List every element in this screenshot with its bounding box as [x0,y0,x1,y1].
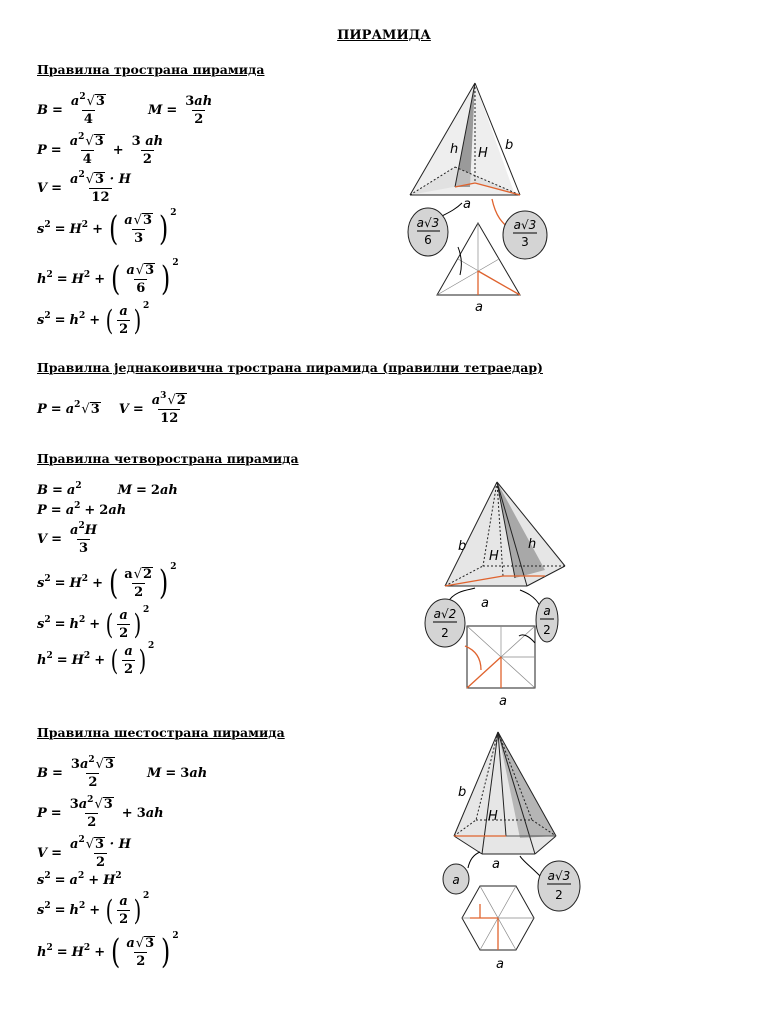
svg-text:2: 2 [543,623,551,637]
formula-surface-area: P = $\frac{a^2√3}{4}$ + $\frac{3 ah}{2}$ [37,132,164,167]
formula-volume: V = $\frac{a^2√3 \cdot H}{12}$ [37,170,131,205]
svg-text:6: 6 [424,233,432,247]
svg-text:3: 3 [521,235,529,249]
label-H: H [489,549,499,564]
label-h: h [528,537,537,552]
formula-quad-surface: P = $a^2$ + 2ah [37,501,127,518]
section-heading-hexagonal: Правилна шестострана пирамида [37,725,285,740]
formula-apothem-height: $h^2$ = $H^2$ + ( $\frac{a√3}{6}$ ) $^2$ [37,257,179,299]
formula-edge-height: $s^2$ = $H^2$ + ( $\frac{a√3}{3}$ ) $^2$ [37,207,177,249]
formula-quad-volume: V = $\frac{a^2H}{3}$ [37,521,97,556]
label-b: b [458,785,467,800]
formula-quad-apothem-height: $h^2$ = $H^2$ + ( $\frac{a}{2}$ ) $^2$ [37,641,155,677]
formula-tetrahedron: P = $a^2√3$ V = $\frac{a^3√2}{12}$ [37,391,186,426]
formula-quad-edge-height: $s^2$ = $H^2$ + ( $\frac{a√2}{2}$ ) $^2$ [37,561,177,603]
label-a-top: a [492,857,500,872]
svg-text:a: a [452,873,460,887]
label-H: H [488,809,498,824]
formula-hex-surface: P = $\frac{3a^2√3}{2}$ + 3ah [37,795,164,830]
formula-quad-base-lateral: B = $a^2$ M = 2ah [37,481,178,498]
label-a-top: a [481,596,489,611]
svg-text:a: a [543,604,551,618]
svg-text:a√2: a√2 [433,607,457,621]
figure-triangular-pyramid [400,75,565,315]
figure-quadrilateral-pyramid [415,478,575,710]
svg-text:2: 2 [555,888,563,902]
formula-edge-apothem: $s^2$ = $h^2$ + ( $\frac{a}{2}$ ) $^2$ [37,301,150,337]
label-h: h [450,142,459,157]
section-heading-triangular: Правилна тространа пирамида [37,62,265,77]
section-heading-tetrahedron: Правилна једнакоивична тространа пирамида (правилни тетраедар) [37,360,543,375]
svg-text:a√3: a√3 [513,218,537,232]
label-a-top: a [463,197,471,212]
formula-base-area: B = $\frac{a^2√3}{4}$ M = $\frac{3ah}{2}$ [37,92,213,127]
formula-hex-edge-height: $s^2$ = $a^2$ + $H^2$ [37,871,122,888]
label-H: H [478,146,488,161]
label-a-bottom: a [496,957,504,972]
svg-text:a√3: a√3 [547,869,571,883]
section-heading-quadrilateral: Правилна четворострана пирамида [37,451,299,466]
svg-text:2: 2 [441,626,449,640]
label-a-bottom: a [475,300,483,315]
svg-text:a√3: a√3 [416,216,440,230]
formula-hex-base-lateral: B = $\frac{3a^2√3}{2}$ M = 3ah [37,755,208,790]
formula-hex-apothem-height: $h^2$ = $H^2$ + ( $\frac{a√3}{2}$ ) $^2$ [37,930,179,972]
formula-quad-edge-apothem: $s^2$ = $h^2$ + ( $\frac{a}{2}$ ) $^2$ [37,605,150,641]
formula-hex-volume: V = $\frac{a^2√3 \cdot H}{2}$ [37,835,131,870]
figure-hexagonal-pyramid [440,728,585,976]
label-b: b [458,539,467,554]
label-b: b [505,138,514,153]
formula-hex-edge-apothem: $s^2$ = $h^2$ + ( $\frac{a}{2}$ ) $^2$ [37,891,150,927]
document-title: ПИРАМИДА [337,28,431,43]
label-a-bottom: a [499,694,507,709]
